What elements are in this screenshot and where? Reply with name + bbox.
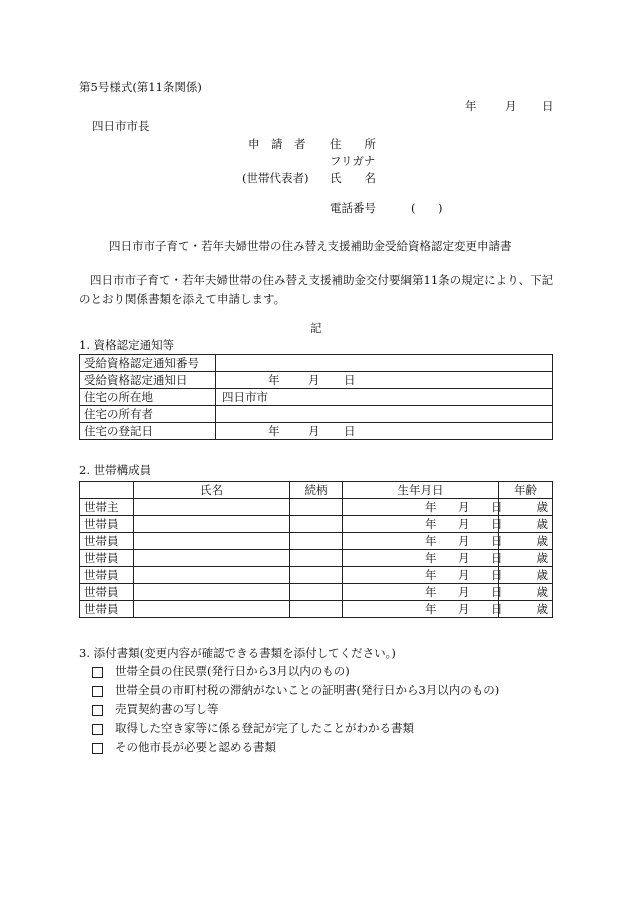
member-age-cell[interactable] xyxy=(499,584,553,601)
member-relation-cell[interactable] xyxy=(290,533,343,550)
table-row xyxy=(80,533,553,550)
checkbox[interactable] xyxy=(92,667,103,678)
table-row xyxy=(80,550,553,567)
name-label: 氏 名 xyxy=(330,171,376,185)
cert-value[interactable]: 四日市市 xyxy=(216,389,553,406)
table-row xyxy=(80,516,553,533)
member-name-cell[interactable] xyxy=(134,550,290,567)
section2-heading: 2. 世帯構成員 xyxy=(79,463,152,477)
date-year: 年 xyxy=(268,373,280,387)
member-age-cell[interactable] xyxy=(499,533,553,550)
table-row xyxy=(80,567,553,584)
date-month: 月 xyxy=(458,517,470,531)
cert-label: 受給資格認定通知日 xyxy=(80,372,216,389)
section3-heading: 3. 添付書類(変更内容が確認できる書類を添付してください。) xyxy=(79,646,396,660)
member-name-cell[interactable] xyxy=(134,533,290,550)
member-name-cell[interactable] xyxy=(134,601,290,618)
member-role: 世帯員 xyxy=(80,550,134,567)
table-row xyxy=(80,423,553,440)
member-relation-cell[interactable] xyxy=(290,584,343,601)
cert-label: 住宅の所在地 xyxy=(80,389,216,406)
cert-label: 住宅の所有者 xyxy=(80,406,216,423)
member-role: 世帯員 xyxy=(80,533,134,550)
date-year: 年 xyxy=(425,534,437,548)
member-age-cell[interactable] xyxy=(499,499,553,516)
date-month: 月 xyxy=(505,99,517,113)
attachment-item: 取得した空き家等に係る登記が完了したことがわかる書類 xyxy=(115,721,414,735)
date-day: 日 xyxy=(491,568,503,582)
table-row xyxy=(80,372,553,389)
section1-heading: 1. 資格認定通知等 xyxy=(79,338,175,352)
table-header-row xyxy=(80,482,553,499)
member-birthdate-cell[interactable] xyxy=(343,601,503,618)
furigana-label: フリガナ xyxy=(330,154,376,168)
member-age-cell[interactable] xyxy=(499,550,553,567)
table-row xyxy=(80,406,553,423)
age-unit: 歳 xyxy=(536,517,548,531)
date-fields xyxy=(343,533,503,549)
date-month: 月 xyxy=(458,500,470,514)
member-age-cell[interactable] xyxy=(499,601,553,618)
member-name-cell[interactable] xyxy=(134,567,290,584)
date-day: 日 xyxy=(491,500,503,514)
member-name-cell[interactable] xyxy=(134,499,290,516)
date-year: 年 xyxy=(425,568,437,582)
member-birthdate-cell[interactable] xyxy=(343,567,503,584)
date-fields xyxy=(216,372,552,388)
member-age-cell[interactable] xyxy=(499,516,553,533)
date-day: 日 xyxy=(491,534,503,548)
date-fields xyxy=(343,499,503,515)
phone-label: 電話番号 xyxy=(330,201,376,215)
attachment-item: 売買契約書の写し等 xyxy=(115,702,219,716)
member-birthdate-cell[interactable] xyxy=(343,516,503,533)
date-year: 年 xyxy=(268,424,280,438)
member-role: 世帯員 xyxy=(80,584,134,601)
date-year: 年 xyxy=(425,500,437,514)
date-month: 月 xyxy=(458,534,470,548)
date-fields xyxy=(343,550,503,566)
household-rep-label: (世帯代表者) xyxy=(242,171,309,185)
date-year: 年 xyxy=(425,585,437,599)
date-month: 月 xyxy=(458,568,470,582)
member-role: 世帯員 xyxy=(80,516,134,533)
member-relation-cell[interactable] xyxy=(290,601,343,618)
addressee: 四日市市長 xyxy=(92,119,150,133)
date-day: 日 xyxy=(491,602,503,616)
checkbox[interactable] xyxy=(92,743,103,754)
date-month: 月 xyxy=(458,551,470,565)
phone-paren-close: ) xyxy=(438,201,443,215)
date-year: 年 xyxy=(465,99,477,113)
date-fields xyxy=(343,516,503,532)
date-fields xyxy=(343,584,503,600)
document-title: 四日市市子育て・若年夫婦世帯の住み替え支援補助金受給資格認定変更申請書 xyxy=(109,239,512,253)
member-birthdate-cell[interactable] xyxy=(343,499,503,516)
date-year: 年 xyxy=(425,602,437,616)
attachment-item: 世帯全員の市町村税の滞納がないことの証明書(発行日から3月以内のもの) xyxy=(115,683,500,697)
date-day: 日 xyxy=(491,551,503,565)
cert-date-cell[interactable] xyxy=(216,372,553,389)
certification-table xyxy=(79,354,553,440)
ki-heading: 記 xyxy=(310,321,322,335)
date-day: 日 xyxy=(491,585,503,599)
member-role: 世帯員 xyxy=(80,601,134,618)
member-role: 世帯員 xyxy=(80,567,134,584)
date-day: 日 xyxy=(491,517,503,531)
member-relation-cell[interactable] xyxy=(290,550,343,567)
date-fields xyxy=(216,423,552,439)
header-date xyxy=(465,101,555,115)
member-birthdate-cell[interactable] xyxy=(343,550,503,567)
member-birthdate-cell[interactable] xyxy=(343,533,503,550)
member-name-cell[interactable] xyxy=(134,516,290,533)
cert-value[interactable] xyxy=(216,406,553,423)
member-age-cell[interactable] xyxy=(499,567,553,584)
date-year: 年 xyxy=(425,517,437,531)
age-unit: 歳 xyxy=(536,551,548,565)
attachment-item: その他市長が必要と認める書類 xyxy=(115,740,276,754)
member-relation-cell[interactable] xyxy=(290,516,343,533)
date-day: 日 xyxy=(344,373,356,387)
cert-label: 住宅の登記日 xyxy=(80,423,216,440)
age-unit: 歳 xyxy=(536,500,548,514)
applicant-label: 申 請 者 xyxy=(248,137,306,151)
date-month: 月 xyxy=(458,585,470,599)
checkbox[interactable] xyxy=(92,705,103,716)
cert-label: 受給資格認定通知番号 xyxy=(80,355,216,372)
age-unit: 歳 xyxy=(536,568,548,582)
address-label: 住 所 xyxy=(330,137,376,151)
member-relation-cell[interactable] xyxy=(290,499,343,516)
date-fields xyxy=(343,601,503,617)
date-fields xyxy=(343,567,503,583)
checkbox[interactable] xyxy=(92,686,103,697)
member-name-cell[interactable] xyxy=(134,584,290,601)
member-birthdate-cell[interactable] xyxy=(343,584,503,601)
header-age: 年齢 xyxy=(499,482,553,499)
table-row xyxy=(80,389,553,406)
household-table xyxy=(79,481,553,618)
age-unit: 歳 xyxy=(536,602,548,616)
table-row xyxy=(80,601,553,618)
date-year: 年 xyxy=(425,551,437,565)
age-unit: 歳 xyxy=(536,534,548,548)
table-row xyxy=(80,499,553,516)
body-text-line1: 四日市市子育て・若年夫婦世帯の住み替え支援補助金交付要綱第11条の規定により、下記 xyxy=(90,273,554,287)
date-day: 日 xyxy=(344,424,356,438)
table-row xyxy=(80,355,553,372)
header-birthdate: 生年月日 xyxy=(343,482,499,499)
age-unit: 歳 xyxy=(536,585,548,599)
table-row xyxy=(80,584,553,601)
date-month: 月 xyxy=(308,424,320,438)
member-role: 世帯主 xyxy=(80,499,134,516)
attachment-item: 世帯全員の住民票(発行日から3月以内のもの) xyxy=(115,664,350,678)
date-day: 日 xyxy=(542,99,554,113)
phone-paren-open: ( xyxy=(411,201,416,215)
date-month: 月 xyxy=(308,373,320,387)
header-name: 氏名 xyxy=(134,482,290,499)
body-text-line2: のとおり関係書類を添えて申請します。 xyxy=(79,292,286,306)
date-month: 月 xyxy=(458,602,470,616)
cert-value[interactable] xyxy=(216,355,553,372)
header-relation: 続柄 xyxy=(290,482,343,499)
cert-date-cell[interactable] xyxy=(216,423,553,440)
form-number: 第5号様式(第11条関係) xyxy=(79,80,202,94)
checkbox[interactable] xyxy=(92,724,103,735)
member-relation-cell[interactable] xyxy=(290,567,343,584)
